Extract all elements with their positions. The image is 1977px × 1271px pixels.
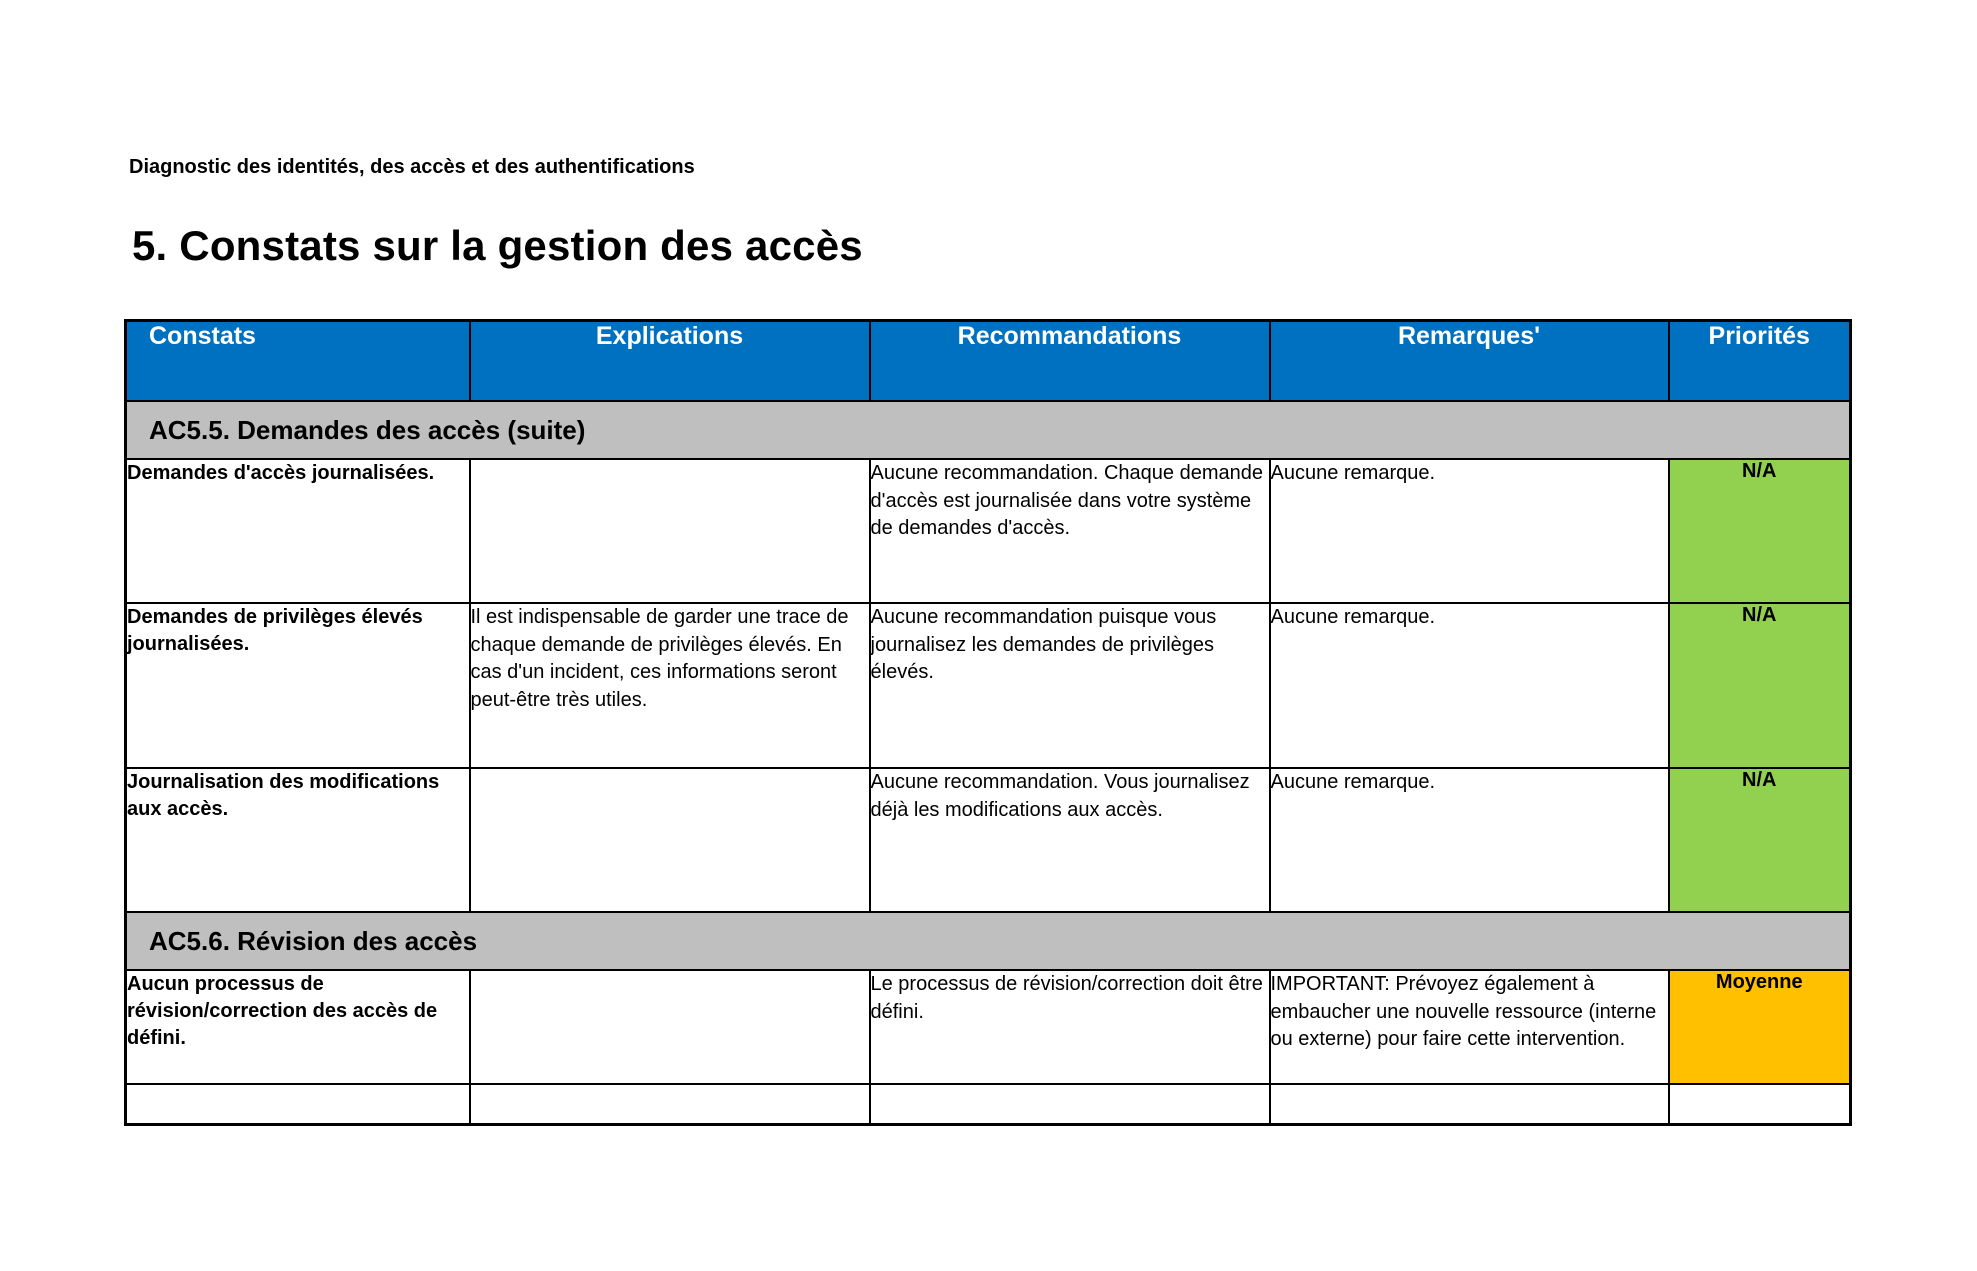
recommandation-cell: Aucune recommandation. Chaque demande d'accès est journalisée dans votre système de demandes d'accès. xyxy=(870,459,1270,603)
explication-cell xyxy=(470,459,870,603)
table-row xyxy=(126,603,1851,768)
table-row xyxy=(126,970,1851,1084)
explication-cell xyxy=(470,768,870,912)
priority-badge: N/A xyxy=(1669,768,1851,912)
section-row xyxy=(126,912,1851,970)
section-row xyxy=(126,401,1851,459)
empty-cell xyxy=(870,1084,1270,1125)
remarque-cell: Aucune remarque. xyxy=(1270,603,1669,768)
priority-badge: Moyenne xyxy=(1669,970,1851,1084)
empty-cell xyxy=(126,1084,470,1125)
column-header-constats: Constats xyxy=(126,321,470,402)
column-header-recommandations: Recommandations xyxy=(870,321,1270,402)
priority-badge: N/A xyxy=(1669,459,1851,603)
constat-cell: Aucun processus de révision/correction des accès de défini. xyxy=(126,970,470,1084)
column-header-priorites: Priorités xyxy=(1669,321,1851,402)
table-header-row xyxy=(126,321,1851,402)
constat-cell: Journalisation des modifications aux accès. xyxy=(126,768,470,912)
explication-cell: Il est indispensable de garder une trace de chaque demande de privilèges élevés. En cas d'un incident, ces informations seront peut-être très utiles. xyxy=(470,603,870,768)
remarque-cell: IMPORTANT: Prévoyez également à embaucher une nouvelle ressource (interne ou externe) pour faire cette intervention. xyxy=(1270,970,1669,1084)
recommandation-cell: Aucune recommandation. Vous journalisez déjà les modifications aux accès. xyxy=(870,768,1270,912)
priority-badge: N/A xyxy=(1669,603,1851,768)
recommandation-cell: Aucune recommandation puisque vous journalisez les demandes de privilèges élevés. xyxy=(870,603,1270,768)
constat-cell: Demandes de privilèges élevés journalisées. xyxy=(126,603,470,768)
document-header: Diagnostic des identités, des accès et des authentifications xyxy=(129,156,695,178)
table-row xyxy=(126,459,1851,603)
column-header-explications: Explications xyxy=(470,321,870,402)
page-title: 5. Constats sur la gestion des accès xyxy=(132,222,863,269)
remarque-cell: Aucune remarque. xyxy=(1270,459,1669,603)
empty-cell xyxy=(1669,1084,1851,1125)
section-title: AC5.6. Révision des accès xyxy=(126,912,1851,970)
constat-cell: Demandes d'accès journalisées. xyxy=(126,459,470,603)
table-row-empty xyxy=(126,1084,1851,1125)
table-row xyxy=(126,768,1851,912)
findings-table xyxy=(124,319,1852,1126)
remarque-cell: Aucune remarque. xyxy=(1270,768,1669,912)
section-title: AC5.5. Demandes des accès (suite) xyxy=(126,401,1851,459)
column-header-remarques: Remarques' xyxy=(1270,321,1669,402)
recommandation-cell: Le processus de révision/correction doit être défini. xyxy=(870,970,1270,1084)
empty-cell xyxy=(470,1084,870,1125)
explication-cell xyxy=(470,970,870,1084)
empty-cell xyxy=(1270,1084,1669,1125)
